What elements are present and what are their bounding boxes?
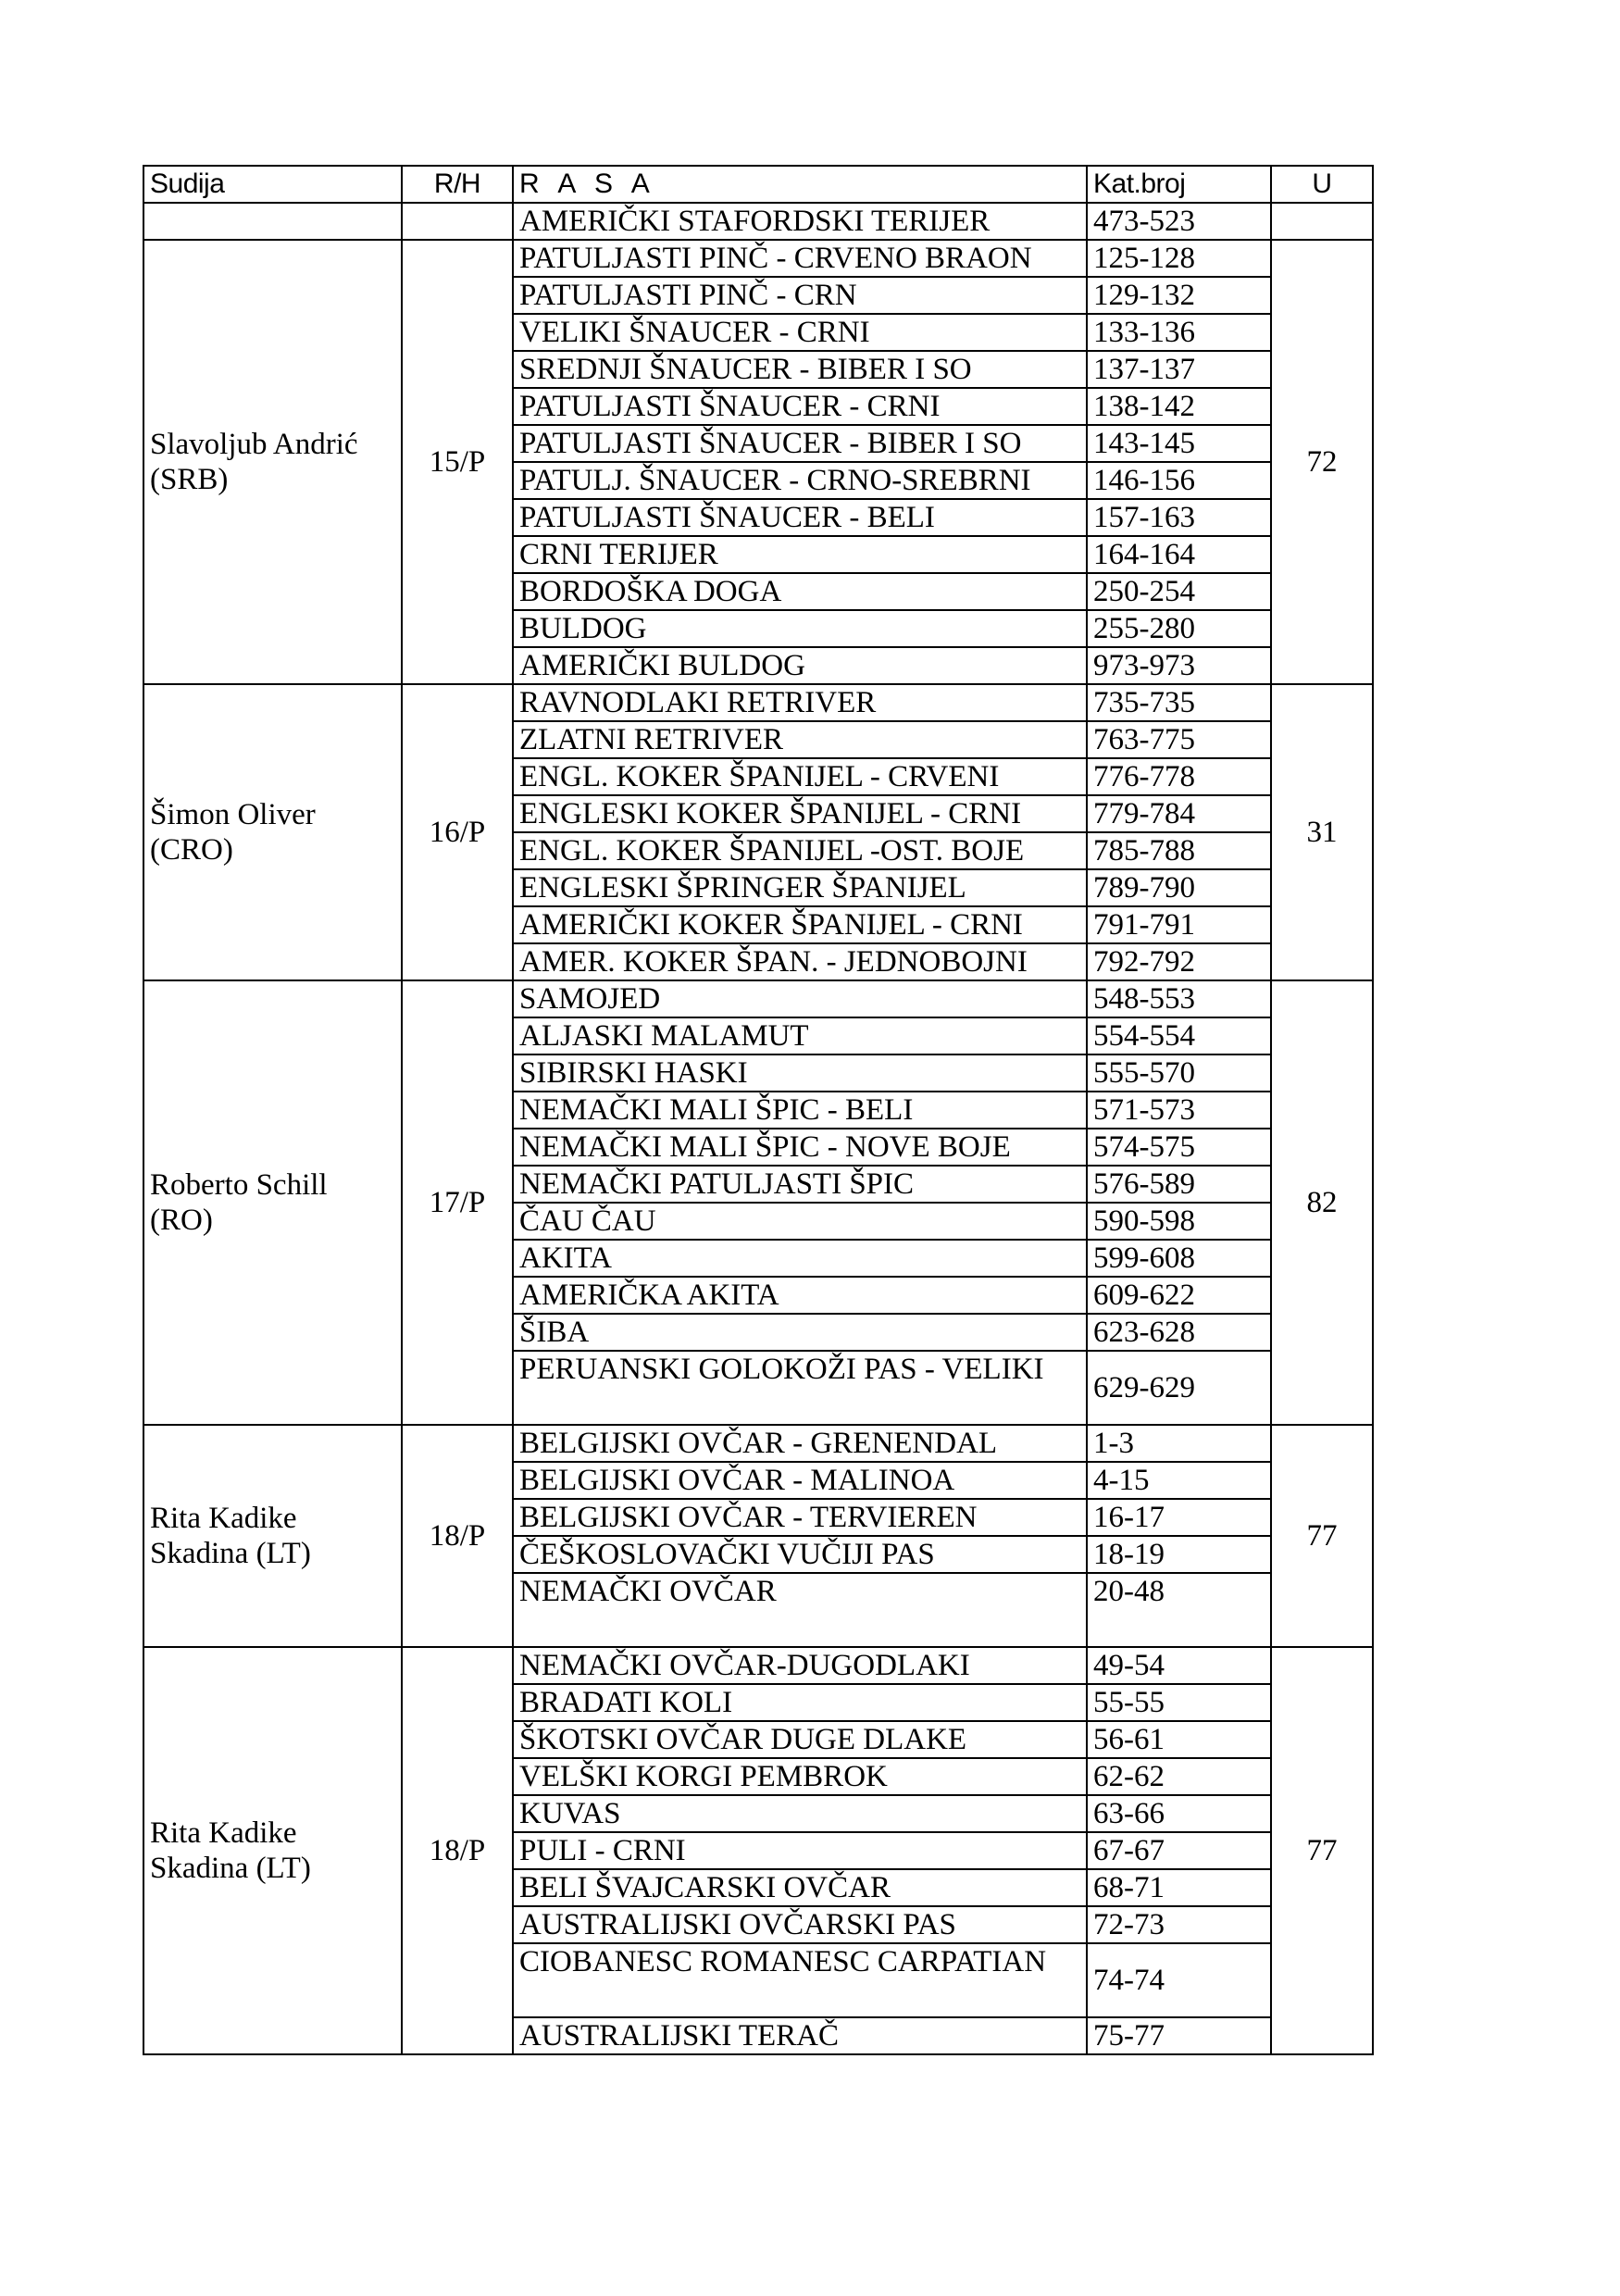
header-catalog-number: Kat.broj <box>1087 166 1271 203</box>
catalog-number-cell: 548-553 <box>1087 980 1271 1017</box>
table-header-row <box>143 166 1373 203</box>
breed-cell: AUSTRALIJSKI OVČARSKI PAS <box>513 1906 1087 1943</box>
breed-cell: CIOBANESC ROMANESC CARPATIAN <box>513 1943 1087 2017</box>
breed-cell: ENGL. KOKER ŠPANIJEL -OST. BOJE <box>513 832 1087 869</box>
catalog-number-cell: 138-142 <box>1087 388 1271 425</box>
catalog-number-cell: 72-73 <box>1087 1906 1271 1943</box>
catalog-number-cell: 776-778 <box>1087 758 1271 795</box>
catalog-number-cell: 609-622 <box>1087 1277 1271 1314</box>
table-row <box>143 203 1373 240</box>
judge-cell <box>143 240 402 684</box>
judge-name: Šimon Oliver <box>150 798 316 831</box>
catalog-number-cell: 590-598 <box>1087 1203 1271 1240</box>
catalog-number-cell: 571-573 <box>1087 1092 1271 1129</box>
breed-cell: PULI - CRNI <box>513 1832 1087 1869</box>
total-cell-empty <box>1271 203 1373 240</box>
catalog-number-cell: 49-54 <box>1087 1647 1271 1684</box>
catalog-number-cell: 74-74 <box>1087 1943 1271 2017</box>
breed-cell: PERUANSKI GOLOKOŽI PAS - VELIKI <box>513 1351 1087 1425</box>
breed-cell: ŠIBA <box>513 1314 1087 1351</box>
judge-name: Rita Kadike <box>150 1502 297 1535</box>
catalog-number-cell: 629-629 <box>1087 1351 1271 1425</box>
table-row <box>143 684 1373 721</box>
ring-cell: 16/P <box>402 684 513 980</box>
header-breed: R A S A <box>513 166 1087 203</box>
breed-cell: PATULJASTI PINČ - CRN <box>513 277 1087 314</box>
judge-cell <box>143 1647 402 2054</box>
judge-cell-empty <box>143 203 402 240</box>
catalog-number-cell: 62-62 <box>1087 1758 1271 1795</box>
breed-cell: SREDNJI ŠNAUCER - BIBER I SO <box>513 351 1087 388</box>
catalog-number-cell: 55-55 <box>1087 1684 1271 1721</box>
judge-country: Skadina (LT) <box>150 1852 311 1885</box>
breed-cell: RAVNODLAKI RETRIVER <box>513 684 1087 721</box>
rh-cell-empty <box>402 203 513 240</box>
judge-cell <box>143 684 402 980</box>
breed-cell: BELI ŠVAJCARSKI OVČAR <box>513 1869 1087 1906</box>
breed-cell: VELŠKI KORGI PEMBROK <box>513 1758 1087 1795</box>
catalog-number-cell: 576-589 <box>1087 1166 1271 1203</box>
catalog-number-cell: 789-790 <box>1087 869 1271 906</box>
catalog-number-cell: 18-19 <box>1087 1536 1271 1573</box>
judge-country: (RO) <box>150 1204 213 1237</box>
breed-cell: NEMAČKI PATULJASTI ŠPIC <box>513 1166 1087 1203</box>
table-row <box>143 240 1373 277</box>
ring-cell: 17/P <box>402 980 513 1425</box>
catalog-number-cell: 63-66 <box>1087 1795 1271 1832</box>
judge-country: (SRB) <box>150 463 229 496</box>
breed-cell: PATULJ. ŠNAUCER - CRNO-SREBRNI <box>513 462 1087 499</box>
breed-cell: BELGIJSKI OVČAR - MALINOA <box>513 1462 1087 1499</box>
breed-cell: ENGLESKI ŠPRINGER ŠPANIJEL <box>513 869 1087 906</box>
breed-cell: SIBIRSKI HASKI <box>513 1054 1087 1092</box>
breed-cell: KUVAS <box>513 1795 1087 1832</box>
breed-cell: AMERIČKI KOKER ŠPANIJEL - CRNI <box>513 906 1087 943</box>
total-cell: 72 <box>1271 240 1373 684</box>
catalog-number-cell: 473-523 <box>1087 203 1271 240</box>
catalog-number-cell: 554-554 <box>1087 1017 1271 1054</box>
breed-cell: BRADATI KOLI <box>513 1684 1087 1721</box>
judge-country: (CRO) <box>150 833 233 867</box>
catalog-number-cell: 4-15 <box>1087 1462 1271 1499</box>
catalog-number-cell: 143-145 <box>1087 425 1271 462</box>
breed-cell: BELGIJSKI OVČAR - GRENENDAL <box>513 1425 1087 1462</box>
breed-cell: AMERIČKA AKITA <box>513 1277 1087 1314</box>
catalog-number-cell: 68-71 <box>1087 1869 1271 1906</box>
catalog-number-cell: 574-575 <box>1087 1129 1271 1166</box>
breed-cell: AKITA <box>513 1240 1087 1277</box>
ring-cell: 18/P <box>402 1647 513 2054</box>
catalog-number-cell: 56-61 <box>1087 1721 1271 1758</box>
breed-cell: ENGLESKI KOKER ŠPANIJEL - CRNI <box>513 795 1087 832</box>
catalog-number-cell: 129-132 <box>1087 277 1271 314</box>
catalog-number-cell: 20-48 <box>1087 1573 1271 1647</box>
catalog-number-cell: 164-164 <box>1087 536 1271 573</box>
judge-cell <box>143 980 402 1425</box>
total-cell: 77 <box>1271 1425 1373 1647</box>
catalog-number-cell: 75-77 <box>1087 2017 1271 2054</box>
catalog-number-cell: 146-156 <box>1087 462 1271 499</box>
catalog-number-cell: 779-784 <box>1087 795 1271 832</box>
breed-cell: ZLATNI RETRIVER <box>513 721 1087 758</box>
breed-cell: VELIKI ŠNAUCER - CRNI <box>513 314 1087 351</box>
ring-cell: 15/P <box>402 240 513 684</box>
breed-cell: PATULJASTI ŠNAUCER - BIBER I SO <box>513 425 1087 462</box>
catalog-number-cell: 763-775 <box>1087 721 1271 758</box>
judges-breeds-table <box>143 165 1374 2055</box>
table-row <box>143 980 1373 1017</box>
judge-name: Rita Kadike <box>150 1816 297 1850</box>
breed-cell: BORDOŠKA DOGA <box>513 573 1087 610</box>
breed-cell: BELGIJSKI OVČAR - TERVIEREN <box>513 1499 1087 1536</box>
judge-cell <box>143 1425 402 1647</box>
table-row <box>143 1425 1373 1462</box>
breed-cell: ČEŠKOSLOVAČKI VUČIJI PAS <box>513 1536 1087 1573</box>
breed-cell: NEMAČKI MALI ŠPIC - NOVE BOJE <box>513 1129 1087 1166</box>
breed-cell: NEMAČKI MALI ŠPIC - BELI <box>513 1092 1087 1129</box>
catalog-number-cell: 785-788 <box>1087 832 1271 869</box>
catalog-number-cell: 157-163 <box>1087 499 1271 536</box>
header-rh: R/H <box>402 166 513 203</box>
catalog-number-cell: 973-973 <box>1087 647 1271 684</box>
breed-cell: NEMAČKI OVČAR <box>513 1573 1087 1647</box>
breed-cell: CRNI TERIJER <box>513 536 1087 573</box>
ring-cell: 18/P <box>402 1425 513 1647</box>
header-judge: Sudija <box>143 166 402 203</box>
breed-cell: ENGL. KOKER ŠPANIJEL - CRVENI <box>513 758 1087 795</box>
catalog-number-cell: 791-791 <box>1087 906 1271 943</box>
catalog-number-cell: 255-280 <box>1087 610 1271 647</box>
breed-cell: ČAU ČAU <box>513 1203 1087 1240</box>
breed-cell: ŠKOTSKI OVČAR DUGE DLAKE <box>513 1721 1087 1758</box>
breed-cell: NEMAČKI OVČAR-DUGODLAKI <box>513 1647 1087 1684</box>
breed-cell: ALJASKI MALAMUT <box>513 1017 1087 1054</box>
judge-name: Roberto Schill <box>150 1168 328 1202</box>
breed-cell: AUSTRALIJSKI TERAČ <box>513 2017 1087 2054</box>
catalog-number-cell: 792-792 <box>1087 943 1271 980</box>
catalog-number-cell: 67-67 <box>1087 1832 1271 1869</box>
breed-cell: AMER. KOKER ŠPAN. - JEDNOBOJNI <box>513 943 1087 980</box>
catalog-number-cell: 137-137 <box>1087 351 1271 388</box>
catalog-number-cell: 555-570 <box>1087 1054 1271 1092</box>
breed-cell: PATULJASTI PINČ - CRVENO BRAON <box>513 240 1087 277</box>
judge-country: Skadina (LT) <box>150 1537 311 1570</box>
breed-cell: AMERIČKI BULDOG <box>513 647 1087 684</box>
catalog-number-cell: 1-3 <box>1087 1425 1271 1462</box>
breed-cell: PATULJASTI ŠNAUCER - BELI <box>513 499 1087 536</box>
catalog-number-cell: 623-628 <box>1087 1314 1271 1351</box>
breed-cell: AMERIČKI STAFORDSKI TERIJER <box>513 203 1087 240</box>
breed-cell: BULDOG <box>513 610 1087 647</box>
judge-name: Slavoljub Andrić <box>150 428 358 461</box>
table-row <box>143 1647 1373 1684</box>
catalog-number-cell: 125-128 <box>1087 240 1271 277</box>
header-total: U <box>1271 166 1373 203</box>
total-cell: 82 <box>1271 980 1373 1425</box>
breed-cell: PATULJASTI ŠNAUCER - CRNI <box>513 388 1087 425</box>
total-cell: 77 <box>1271 1647 1373 2054</box>
breed-cell: SAMOJED <box>513 980 1087 1017</box>
catalog-number-cell: 133-136 <box>1087 314 1271 351</box>
catalog-number-cell: 599-608 <box>1087 1240 1271 1277</box>
total-cell: 31 <box>1271 684 1373 980</box>
catalog-number-cell: 250-254 <box>1087 573 1271 610</box>
catalog-number-cell: 16-17 <box>1087 1499 1271 1536</box>
catalog-number-cell: 735-735 <box>1087 684 1271 721</box>
